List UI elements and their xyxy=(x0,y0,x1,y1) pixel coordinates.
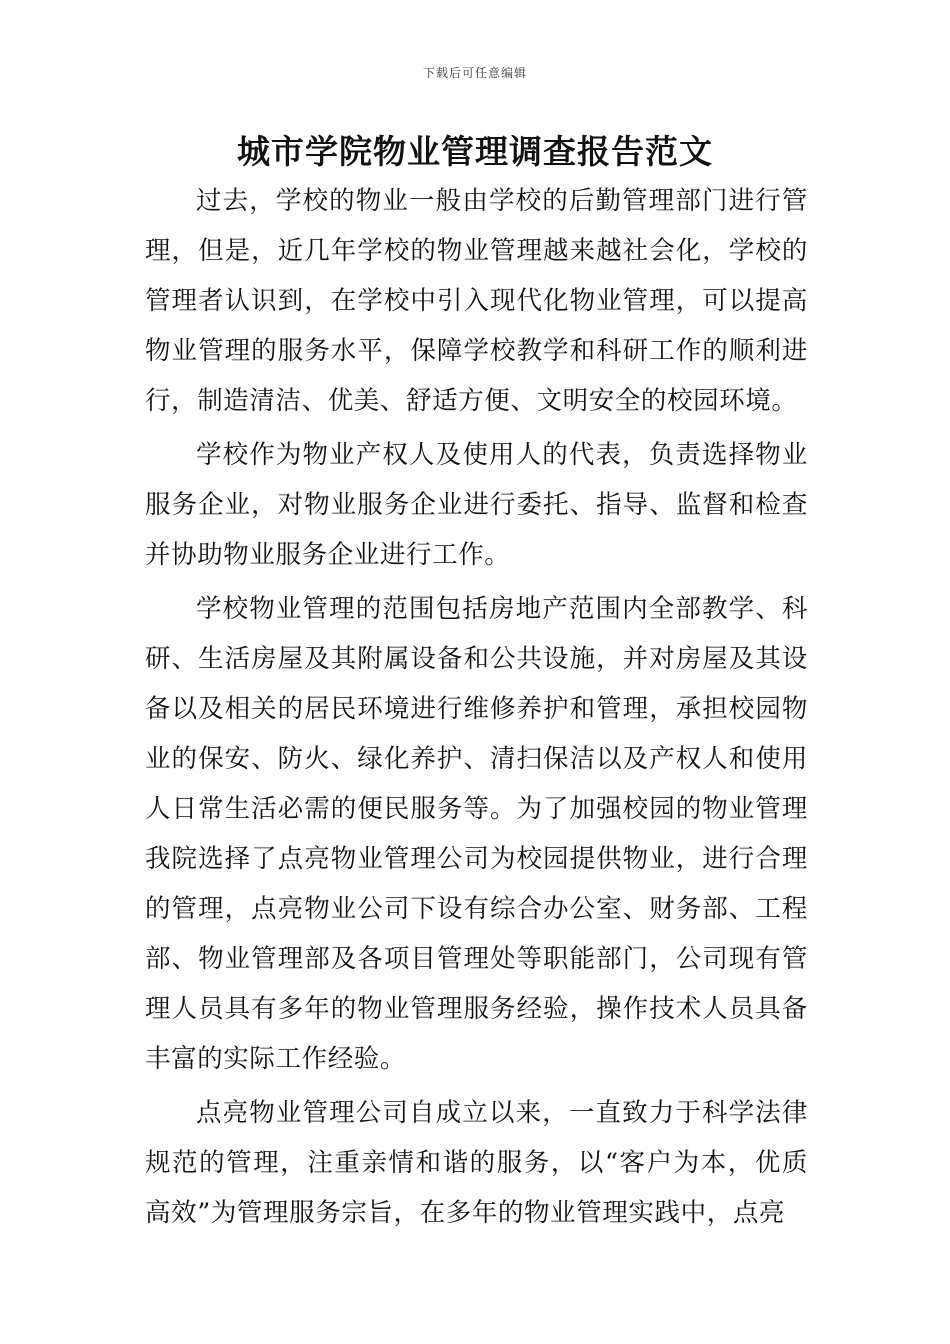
paragraph-2: 学校作为物业产权人及使用人的代表，负责选择物业服务企业，对物业服务企业进行委托、指导、监督和检查并协助物业服务企业进行工作。 xyxy=(145,440,808,570)
paragraph-3: 学校物业管理的范围包括房地产范围内全部教学、科研、生活房屋及其附属设备和公共设施，并对房屋及其设备以及相关的居民环境进行维修养护和管理，承担校园物业的保安、防火、绿化养护、清扫保洁以及产权人和使用人日常生活必需的便民服务等。为了加强校园的物业管理我院选择了点亮物业管理公司为校园提供物业，进行合理的管理，点亮物业公司下设有综合办公室、财务部、工程部、物业管理部及各项目管理处等职能部门，公司现有管理人员具有多年的物业管理服务经验，操作技术人员具备丰富的实际工作经验。 xyxy=(145,594,808,1074)
document-title: 城市学院物业管理调查报告范文 xyxy=(237,132,713,171)
header-note: 下载后可任意编辑 xyxy=(422,66,527,80)
document-body xyxy=(145,176,808,1242)
paragraph-1: 过去，学校的物业一般由学校的后勤管理部门进行管理，但是，近几年学校的物业管理越来越社会化，学校的管理者认识到，在学校中引入现代化物业管理，可以提高物业管理的服务水平，保障学校教学和科研工作的顺利进行，制造清洁、优美、舒适方便、文明安全的校园环境。 xyxy=(145,186,808,416)
paragraph-4: 点亮物业管理公司自成立以来，一直致力于科学法律规范的管理，注重亲情和谐的服务，以“客户为本，优质高效”为管理服务宗旨，在多年的物业管理实践中，点亮 xyxy=(145,1098,808,1228)
